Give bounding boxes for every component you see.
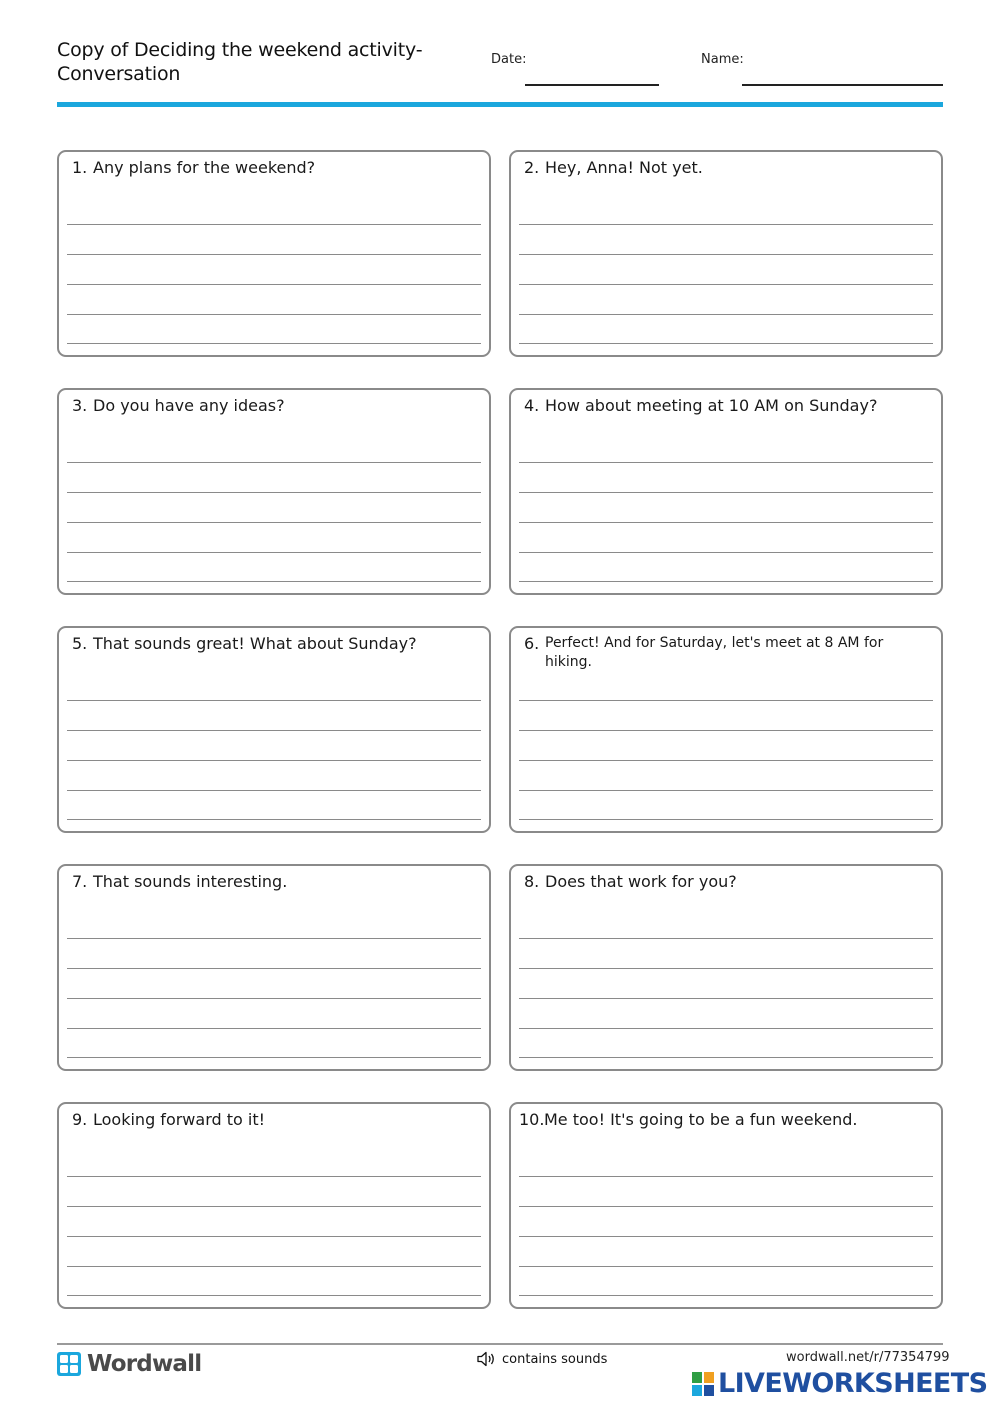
question-box-2	[509, 150, 943, 357]
answer-line-1[interactable]	[67, 938, 481, 939]
answer-line-3[interactable]	[67, 284, 481, 285]
answer-line-4[interactable]	[67, 790, 481, 791]
answer-line-5[interactable]	[67, 343, 481, 344]
question-number: 9.	[72, 1110, 88, 1129]
question-box-7	[57, 864, 491, 1071]
answer-line-3[interactable]	[67, 760, 481, 761]
question-text: That sounds great! What about Sunday?	[93, 634, 417, 653]
answer-line-5[interactable]	[67, 1057, 481, 1058]
contains-sounds-label: contains sounds	[502, 1351, 608, 1367]
wordwall-logo	[57, 1352, 201, 1376]
question-box-6	[509, 626, 943, 833]
question-box-8	[509, 864, 943, 1071]
answer-line-1[interactable]	[519, 700, 933, 701]
question-text: Looking forward to it!	[93, 1110, 266, 1129]
answer-line-4[interactable]	[519, 1028, 933, 1029]
answer-line-2[interactable]	[519, 968, 933, 969]
answer-line-2[interactable]	[67, 254, 481, 255]
liveworksheets-logo	[692, 1368, 987, 1399]
answer-line-3[interactable]	[67, 998, 481, 999]
name-field-line[interactable]	[742, 84, 943, 86]
question-number: 7.	[72, 872, 88, 891]
answer-line-3[interactable]	[519, 1236, 933, 1237]
answer-line-5[interactable]	[519, 819, 933, 820]
answer-line-3[interactable]	[67, 1236, 481, 1237]
answer-line-2[interactable]	[67, 730, 481, 731]
question-text: That sounds interesting.	[93, 872, 288, 891]
answer-line-4[interactable]	[519, 1266, 933, 1267]
question-box-1	[57, 150, 491, 357]
answer-line-3[interactable]	[519, 284, 933, 285]
answer-line-2[interactable]	[519, 492, 933, 493]
answer-line-4[interactable]	[519, 790, 933, 791]
answer-line-3[interactable]	[519, 522, 933, 523]
name-label: Name:	[701, 52, 744, 67]
answer-line-4[interactable]	[67, 552, 481, 553]
question-number: 10.	[519, 1110, 545, 1129]
answer-line-5[interactable]	[67, 581, 481, 582]
answer-line-2[interactable]	[519, 730, 933, 731]
liveworksheets-logo-text: LIVEWORKSHEETS	[718, 1368, 988, 1399]
question-number: 4.	[524, 396, 540, 415]
answer-line-4[interactable]	[67, 314, 481, 315]
answer-line-4[interactable]	[519, 314, 933, 315]
answer-line-1[interactable]	[519, 462, 933, 463]
header-rule	[57, 102, 943, 107]
answer-line-2[interactable]	[67, 492, 481, 493]
worksheet-url[interactable]: wordwall.net/r/77354799	[786, 1350, 950, 1365]
question-text: Do you have any ideas?	[93, 396, 285, 415]
question-number: 8.	[524, 872, 540, 891]
answer-line-4[interactable]	[67, 1028, 481, 1029]
answer-line-1[interactable]	[67, 1176, 481, 1177]
answer-line-4[interactable]	[67, 1266, 481, 1267]
question-box-10	[509, 1102, 943, 1309]
question-text: Perfect! And for Saturday, let's meet at 8 AM for hiking.	[545, 635, 884, 670]
answer-line-3[interactable]	[519, 760, 933, 761]
question-number: 1.	[72, 158, 88, 177]
date-label: Date:	[491, 52, 527, 67]
question-number: 5.	[72, 634, 88, 653]
speaker-icon	[477, 1351, 496, 1367]
question-box-9	[57, 1102, 491, 1309]
answer-line-5[interactable]	[519, 581, 933, 582]
liveworksheets-logo-icon	[692, 1372, 714, 1396]
answer-line-3[interactable]	[67, 522, 481, 523]
answer-line-2[interactable]	[67, 968, 481, 969]
question-text: Does that work for you?	[545, 872, 737, 891]
answer-line-5[interactable]	[519, 1295, 933, 1296]
worksheet-title: Copy of Deciding the weekend activity- Conversation	[57, 39, 423, 85]
answer-line-2[interactable]	[519, 254, 933, 255]
answer-line-5[interactable]	[519, 1057, 933, 1058]
question-text: Hey, Anna! Not yet.	[545, 158, 703, 177]
question-grid	[57, 150, 943, 1312]
footer-rule	[57, 1343, 943, 1345]
question-number: 3.	[72, 396, 88, 415]
answer-line-1[interactable]	[67, 700, 481, 701]
question-number: 2.	[524, 158, 540, 177]
answer-line-1[interactable]	[519, 224, 933, 225]
answer-line-5[interactable]	[67, 1295, 481, 1296]
question-box-4	[509, 388, 943, 595]
answer-line-1[interactable]	[519, 938, 933, 939]
wordwall-logo-icon	[57, 1352, 81, 1376]
answer-line-5[interactable]	[67, 819, 481, 820]
contains-sounds	[477, 1351, 607, 1367]
question-box-3	[57, 388, 491, 595]
answer-line-4[interactable]	[519, 552, 933, 553]
question-text: Me too! It's going to be a fun weekend.	[544, 1110, 858, 1129]
question-box-5	[57, 626, 491, 833]
question-text: Any plans for the weekend?	[93, 158, 316, 177]
answer-line-1[interactable]	[67, 224, 481, 225]
answer-line-5[interactable]	[519, 343, 933, 344]
answer-line-1[interactable]	[67, 462, 481, 463]
answer-line-1[interactable]	[519, 1176, 933, 1177]
wordwall-logo-text: Wordwall	[87, 1351, 202, 1377]
answer-line-2[interactable]	[67, 1206, 481, 1207]
question-number: 6.	[524, 634, 540, 653]
date-field-line[interactable]	[525, 84, 659, 86]
answer-line-2[interactable]	[519, 1206, 933, 1207]
question-text: How about meeting at 10 AM on Sunday?	[545, 396, 878, 415]
answer-line-3[interactable]	[519, 998, 933, 999]
